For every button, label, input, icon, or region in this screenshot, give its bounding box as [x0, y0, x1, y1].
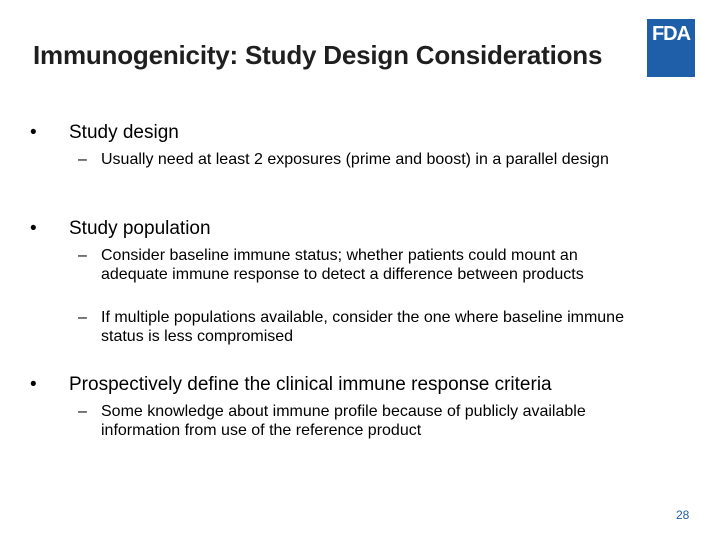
sub-bullet-text: Usually need at least 2 exposures (prime and boost) in a parallel design: [101, 151, 609, 168]
bullet-dot: •: [30, 122, 37, 143]
sub-bullet-dash: –: [78, 247, 87, 264]
slide-title: Immunogenicity: Study Design Considerations: [33, 40, 603, 70]
bullet-text: Study population: [69, 218, 211, 239]
fda-logo: [647, 19, 695, 77]
sub-bullet-dash: –: [78, 309, 87, 326]
sub-bullet-text: If multiple populations available, consider the one where baseline immune status is less compromised: [101, 309, 624, 345]
bullet-dot: •: [30, 218, 37, 239]
page-number: 28: [676, 508, 690, 522]
bullet-text: Study design: [69, 122, 179, 143]
sub-bullet-dash: –: [78, 151, 87, 168]
fda-logo-text: FDA: [651, 23, 691, 45]
sub-bullet-text: Consider baseline immune status; whether patients could mount an adequate immune response to detect a difference between products: [101, 247, 584, 283]
sub-bullet-dash: –: [78, 403, 87, 420]
sub-bullet-text: Some knowledge about immune profile because of publicly available information from use of the reference product: [101, 403, 586, 439]
bullet-text: Prospectively define the clinical immune response criteria: [69, 374, 552, 395]
bullet-dot: •: [30, 374, 37, 395]
